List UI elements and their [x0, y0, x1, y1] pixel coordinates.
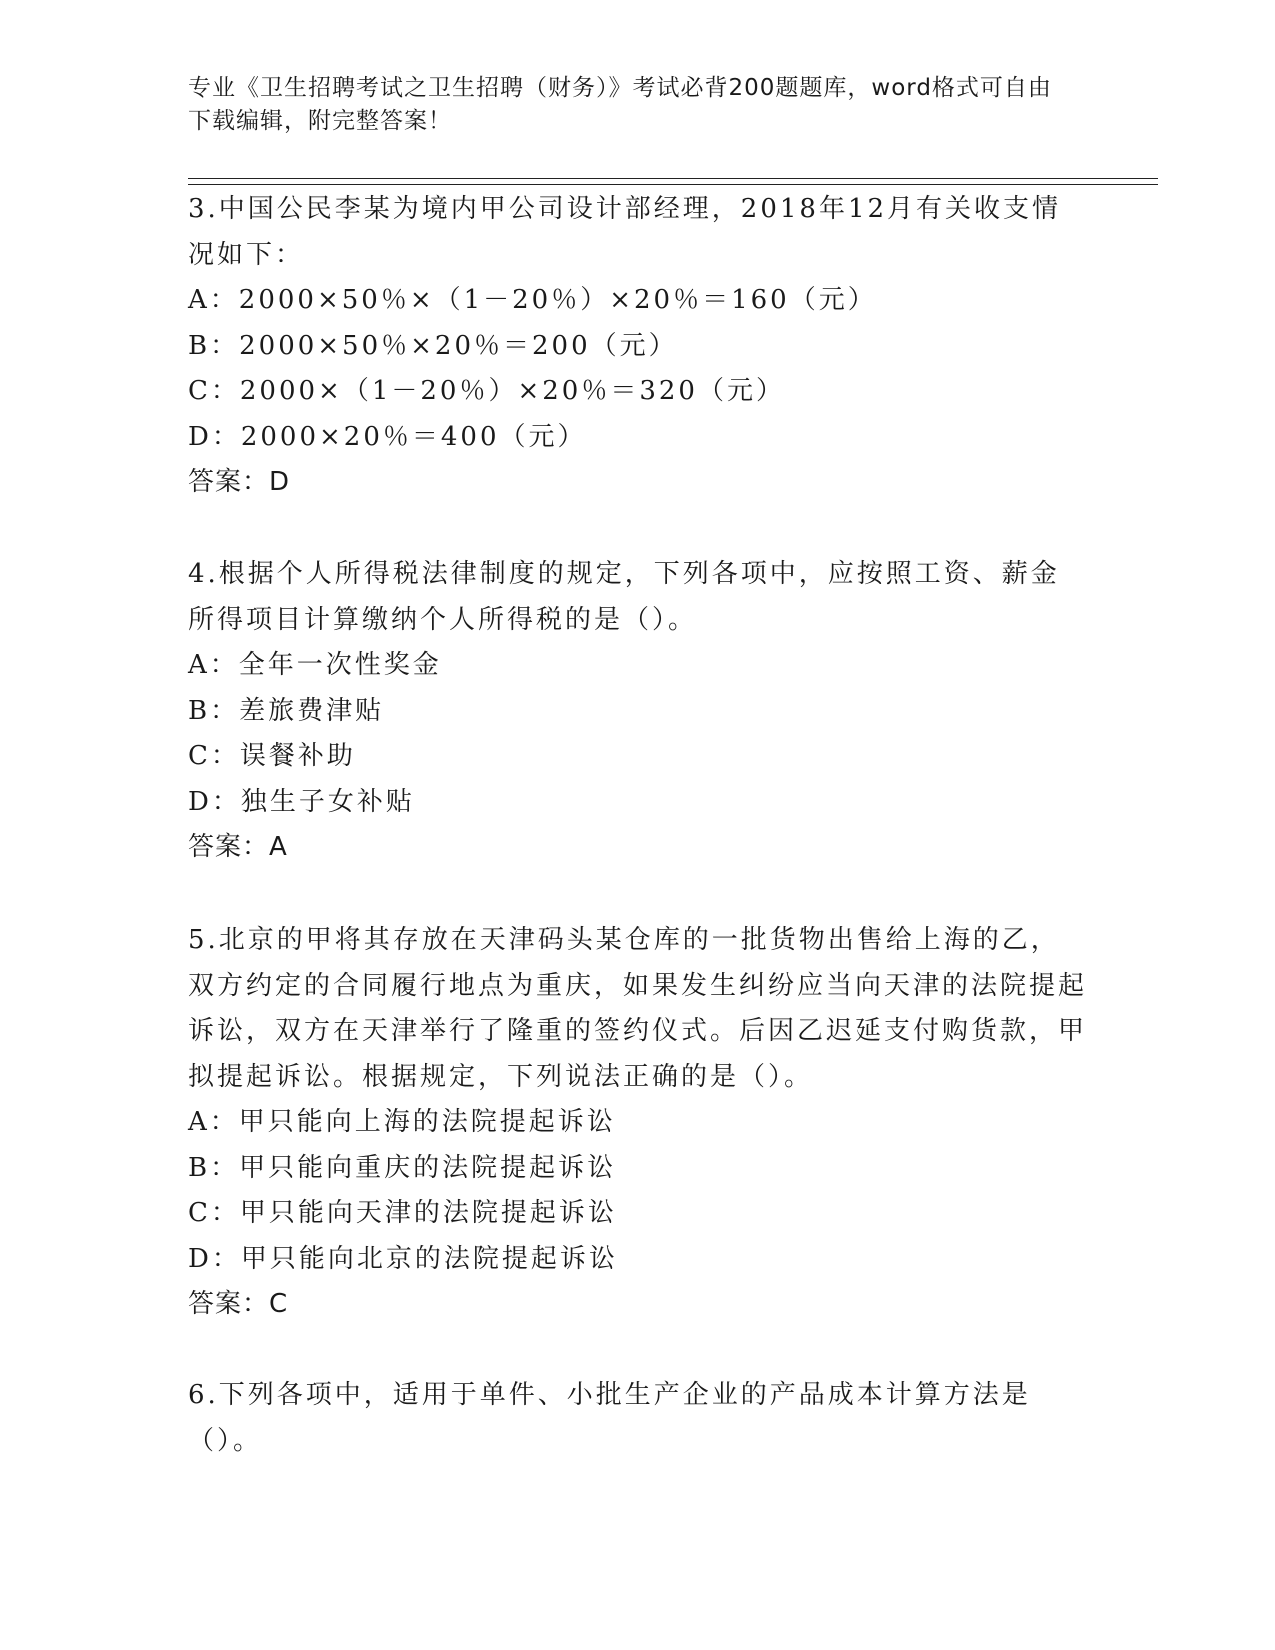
question-stem: 4.根据个人所得税法律制度的规定，下列各项中，应按照工资、薪金所得项目计算缴纳个人所得税的是（）。 [188, 559, 1060, 635]
document-header [188, 72, 1068, 138]
option-b: B：差旅费津贴 [188, 695, 385, 726]
answer: 答案：C [188, 1289, 289, 1319]
question-stem: 5.北京的甲将其存放在天津码头某仓库的一批货物出售给上海的乙，双方约定的合同履行地点为重庆，如果发生纠纷应当向天津的法院提起诉讼，双方在天津举行了隆重的签约仪式。后因乙迟延支付购货款，甲拟提起诉讼。根据规定，下列说法正确的是（）。 [188, 925, 1088, 1092]
question-stem: 3.中国公民李某为境内甲公司设计部经理，2018年12月有关收支情况如下： [188, 194, 1062, 270]
answer: 答案：D [188, 467, 291, 497]
option-a: A：甲只能向上海的法院提起诉讼 [188, 1107, 616, 1137]
option-c: C：甲只能向天津的法院提起诉讼 [188, 1198, 617, 1228]
question-stem: 6.下列各项中，适用于单件、小批生产企业的产品成本计算方法是（）。 [188, 1380, 1031, 1456]
question-6 [188, 1373, 1088, 1464]
option-c: C：误餐补助 [188, 741, 356, 771]
option-b: B：2000×50％×20％＝200（元） [188, 330, 678, 361]
option-a: A：全年一次性奖金 [188, 650, 442, 680]
option-d: D：甲只能向北京的法院提起诉讼 [188, 1243, 618, 1274]
header-text: 专业《卫生招聘考试之卫生招聘（财务）》考试必背200题题库，word格式可自由下载编辑，附完整答案！ [188, 75, 1052, 134]
question-3 [188, 187, 1088, 506]
header-divider-bottom [188, 184, 1158, 185]
question-5 [188, 918, 1088, 1328]
answer: 答案：A [188, 832, 288, 862]
option-d: D：独生子女补贴 [188, 786, 415, 817]
question-4 [188, 552, 1088, 871]
header-divider-top [188, 178, 1158, 179]
option-b: B：甲只能向重庆的法院提起诉讼 [188, 1152, 617, 1183]
option-d: D：2000×20％＝400（元） [188, 421, 587, 452]
option-a: A：2000×50％×（1－20％）×20％＝160（元） [188, 285, 877, 315]
option-c: C：2000×（1－20％）×20％＝320（元） [188, 376, 785, 406]
